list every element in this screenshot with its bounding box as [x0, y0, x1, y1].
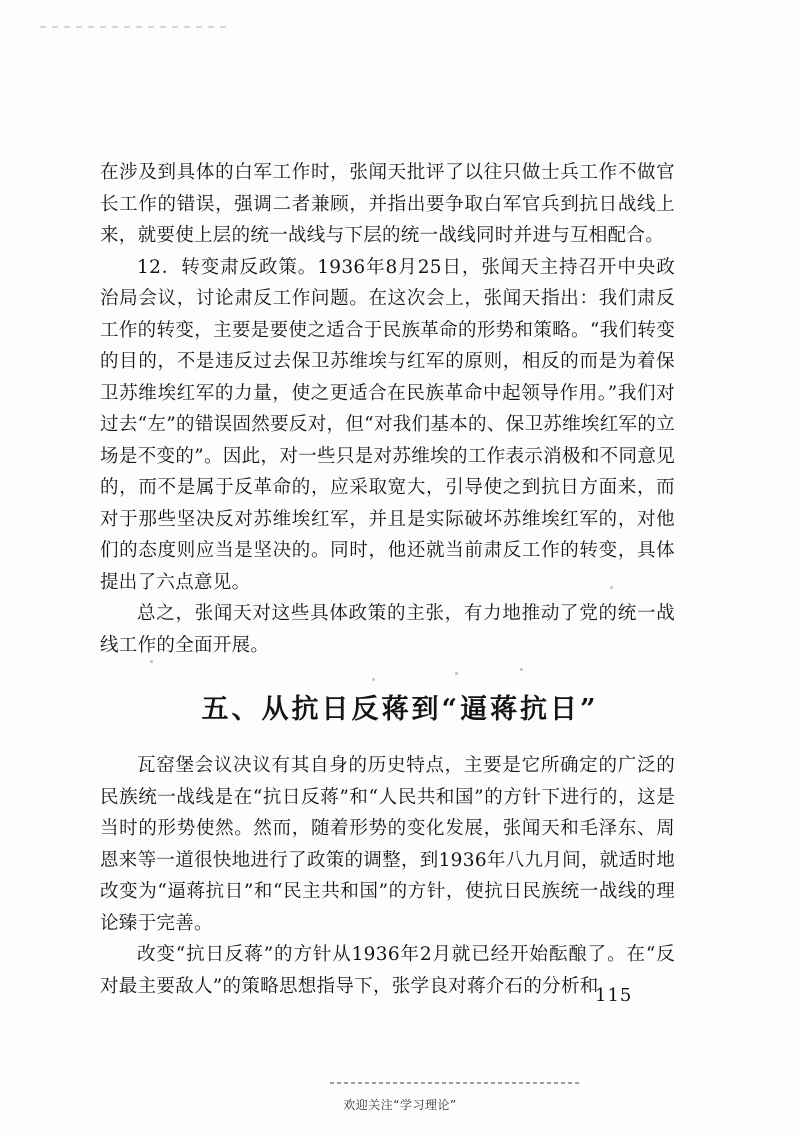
scan-speck: [520, 668, 523, 671]
paragraph-3: 总之，张闻天对这些具体政策的主张，有力地推动了党的统一战线工作的全面开展。: [100, 603, 675, 656]
footer-watermark: 欢迎关注“学习理论”: [343, 1098, 457, 1112]
scan-speck: [150, 660, 153, 663]
scan-speck: [455, 672, 458, 675]
paragraph-2: 12．转变肃反政策。1936年8月25日，张闻天主持召开中央政治局会议，讨论肃反工作问题。在这次会上，张闻天指出：我们肃反工作的转变，主要是要使之适合于民族革命的形势和策略。“我们转变的目的，不是违反过去保卫苏维埃与红军的原则，相反的而是为着保卫苏维埃红军的力量，使之更适合在民族革命中起领导作用。”我们对过去“左”的错误固然要反对，但“对我们基本的、保卫苏维埃红军的立场是不变的”。因此，对一些只是对苏维埃的工作表示消极和不同意见的，而不是属于反革命的，应采取宽大，引导使之到抗日方面来，而对于那些坚决反对苏维埃红军，并且是实际破坏苏维埃红军的，对他们的态度则应当是坚决的。同时，他还就当前肃反工作的转变，具体提出了六点意见。: [100, 256, 675, 593]
text-block-bottom: [100, 750, 675, 1002]
paragraph-4: 瓦窑堡会议决议有其自身的历史特点，主要是它所确定的广泛的民族统一战线是在“抗日反蒋”和“人民共和国”的方针下进行的，这是当时的形势使然。然而，随着形势的变化发展，张闻天和毛泽东、周恩来等一道很快地进行了政策的调整，到1936年八九月间，就适时地改变为“逼蒋抗日”和“民主共和国”的方针，使抗日民族统一战线的理论臻于完善。: [100, 755, 675, 934]
section-heading: 五、从抗日反蒋到“逼蒋抗日”: [201, 694, 599, 725]
scan-speck: [372, 678, 375, 681]
paragraph-1: 在涉及到具体的白军工作时，张闻天批评了以往只做士兵工作不做官长工作的错误，强调二者兼顾，并指出要争取白军官兵到抗日战线上来，就要使上层的统一战线与下层的统一战线同时并进与互相配合。: [100, 162, 675, 246]
text-block-top: [100, 157, 675, 661]
top-scan-mark: [40, 26, 230, 28]
scan-speck: [610, 586, 613, 589]
page-number: 115: [595, 985, 633, 1006]
bottom-scan-mark: [330, 1082, 580, 1084]
paragraph-5: 改变“抗日反蒋”的方针从1936年2月就已经开始酝酿了。在“反对最主要敌人”的策略思想指导下，张学良对蒋介石的分析和: [100, 944, 675, 997]
